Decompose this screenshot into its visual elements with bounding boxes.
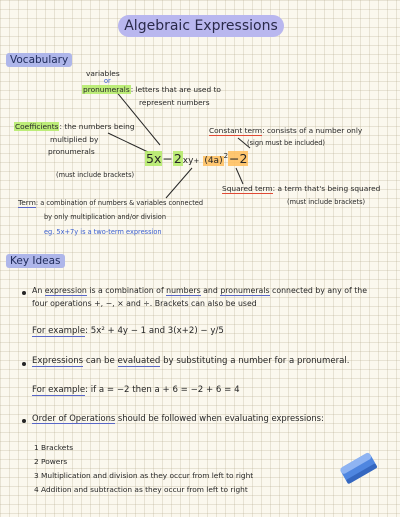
coefficients-definition: : the numbers being [59,122,135,131]
pronumerals-term: pronumerals [83,85,130,94]
b1-pronumerals: pronumerals [220,286,270,295]
coefficients-term: Coefficients [15,122,59,131]
bullet-2 [22,362,26,366]
order-step-3: 3 Multiplication and division as they occur from left to right [34,471,254,480]
squared-definition: : a term that's being squared [272,184,381,193]
constant-term: Constant term [209,126,263,135]
term-example: eg. 5x+7y is a two-term expression [44,228,162,236]
order-step-2: 2 Powers [34,457,68,466]
vocabulary-heading: Vocabulary [6,53,72,67]
squared-note: (must include brackets) [287,198,366,206]
key-ideas-heading: Key Ideas [6,254,65,268]
example-expression [145,148,248,169]
eraser-icon [336,448,382,490]
constant-definition: : consists of a number only [262,126,363,135]
example-1-text: : 5x² + 4y − 1 and 3(x+2) − y/5 [85,326,224,336]
variables-label: variables [86,69,120,78]
pronumerals-definition-2: represent numbers [139,98,210,107]
example-1-label: For example [32,326,86,336]
term-definition: : a combination of numbers & variables connected [35,199,204,207]
bullet-3 [22,419,26,423]
coefficients-note: (must include brackets) [56,171,135,179]
b3-rest: should be followed when evaluating expressions: [115,413,324,423]
or-label: or [104,77,111,85]
expr-minus: − [162,151,173,167]
order-step-4: 4 Addition and subtraction as they occur from left to right [34,485,248,494]
term-label: Term [18,198,36,207]
squared-term: Squared term [222,184,273,193]
b2-evaluated: evaluated [117,356,161,366]
expr-plus: + [193,157,200,166]
coefficients-definition-2: multiplied by [50,135,99,144]
b2-expressions: Expressions [32,356,84,366]
pronumerals-definition: : letters that are used to [130,85,221,94]
expr-2: 2 [173,151,182,167]
b1-text-c: connected by any of the [269,286,367,295]
b1-expression: expression [44,286,87,295]
b3-order: Order of Operations [32,413,116,423]
b1-text-a: An [32,286,45,295]
b1-and: and [200,286,221,295]
example-2-text: : if a = −2 then a + 6 = −2 + 6 = 4 [85,385,240,395]
expr-xy: xy [182,156,194,167]
b1-numbers: numbers [166,286,201,295]
order-step-1: 1 Brackets [34,443,74,452]
bullet-1 [22,291,26,295]
expr-minus-2: −2 [229,151,248,167]
b2-mid: can be [83,356,118,366]
b1-line-2: four operations +, −, × and ÷. Brackets can also be used [32,299,257,308]
b1-text-b: is a combination of [86,286,167,295]
example-2-label: For example [32,385,86,395]
expr-5x: 5x [146,151,162,167]
b2-rest: by substituting a number for a pronumeral. [160,356,350,366]
page-title: Algebraic Expressions [124,18,278,34]
expr-square: 2 [223,152,229,160]
coefficients-definition-3: pronumerals [48,147,95,156]
expr-4a: (4a) [204,156,223,167]
term-definition-2: by only multiplication and/or division [44,213,167,221]
constant-note: (sign must be included) [247,139,326,147]
